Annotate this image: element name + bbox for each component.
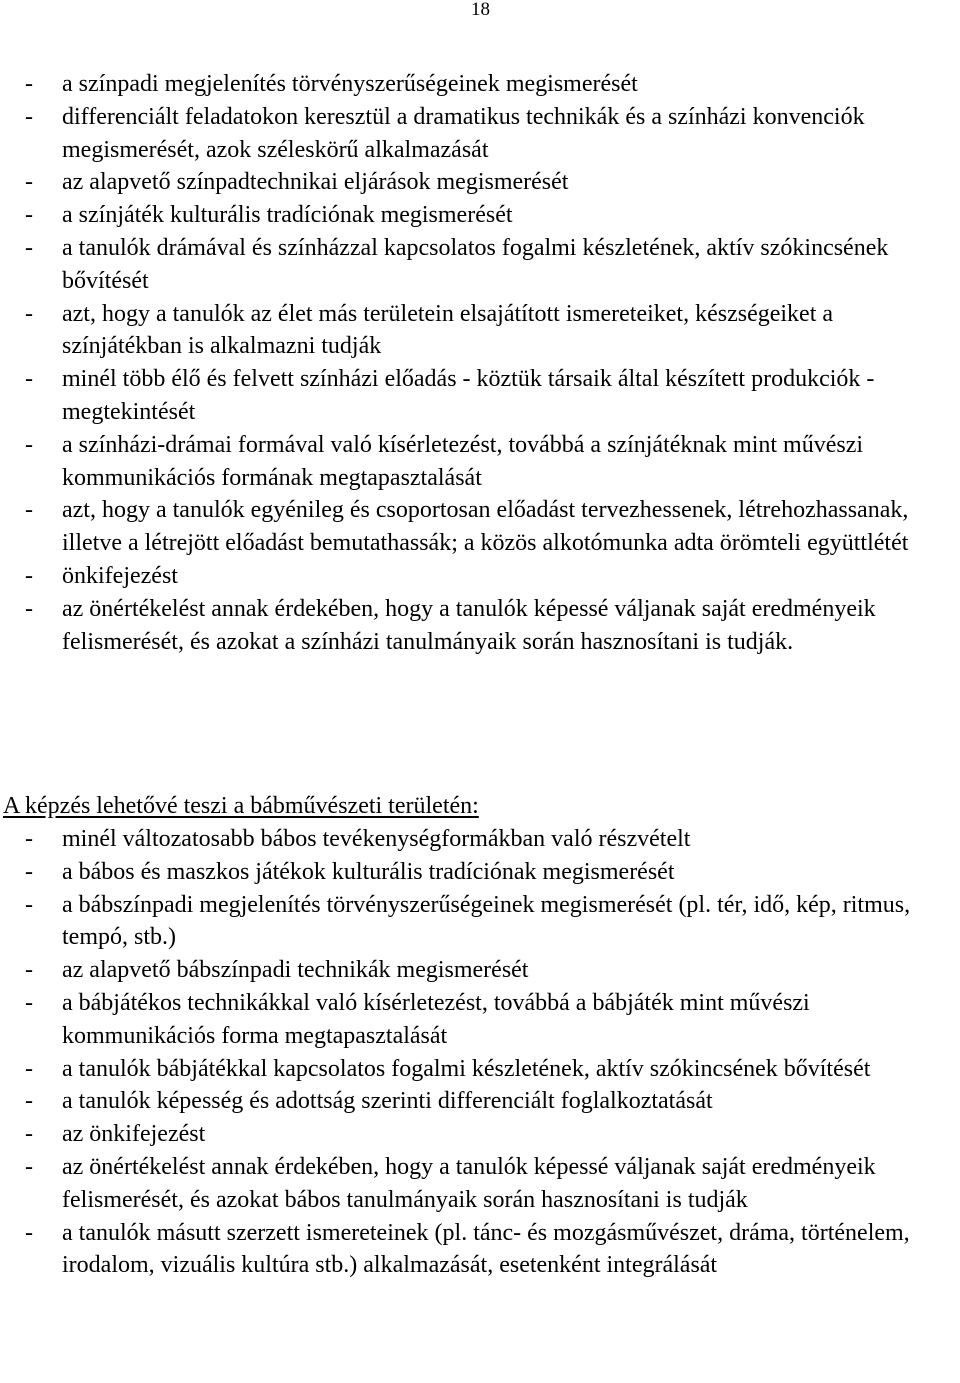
list-item-text: azt, hogy a tanulók az élet más területein elsajátított ismereteiket, készségeiket a színjátékban is alkalmazni tudják <box>62 300 834 360</box>
list-item <box>0 68 960 101</box>
list-dash: - <box>25 989 33 1016</box>
list-item <box>0 1118 960 1151</box>
list-dash: - <box>25 431 33 458</box>
list-dash: - <box>25 891 33 918</box>
list-item-text: az önkifejezést <box>62 1121 206 1148</box>
list-dash: - <box>25 234 33 261</box>
objectives-list-drama <box>0 68 960 658</box>
list-item <box>0 987 960 1053</box>
list-item-text: az önértékelést annak érdekében, hogy a tanulók képessé váljanak saját eredményeik felismerését, és azokat a színházi tanulmányaik során hasznosítani is tudják. <box>62 595 876 655</box>
list-dash: - <box>25 103 33 130</box>
list-item <box>0 856 960 889</box>
list-item <box>0 363 960 429</box>
list-item-text: az alapvető színpadtechnikai eljárások megismerését <box>62 169 569 196</box>
list-dash: - <box>25 1121 33 1148</box>
list-item-text: az alapvető bábszínpadi technikák megismerését <box>62 957 529 984</box>
list-item <box>0 166 960 199</box>
list-dash: - <box>25 497 33 524</box>
list-item <box>0 1151 960 1217</box>
list-dash: - <box>25 169 33 196</box>
list-item <box>0 889 960 955</box>
list-item <box>0 494 960 560</box>
list-item-text: a tanulók bábjátékkal kapcsolatos fogalmi készletének, aktív szókincsének bővítését <box>62 1055 871 1082</box>
list-dash: - <box>25 71 33 97</box>
list-item-text: a tanulók másutt szerzett ismereteinek (pl. tánc- és mozgásművészet, dráma, történelem, irodalom, vizuális kultúra stb.) alkalmazását, esetenként integrálását <box>62 1219 910 1279</box>
list-item <box>0 954 960 987</box>
list-item-text: minél több élő és felvett színházi előadás - köztük társaik által készített produkciók - megtekintését <box>62 366 875 425</box>
list-item-text: az önértékelést annak érdekében, hogy a tanulók képessé váljanak saját eredményeik felismerését, és azokat bábos tanulmányaik során hasznosítani is tudják <box>62 1153 876 1213</box>
list-item <box>0 232 960 298</box>
list-dash: - <box>25 1055 33 1082</box>
list-dash: - <box>25 562 33 589</box>
list-item-text: differenciált feladatokon keresztül a dramatikus technikák és a színházi konvenciók megismerését, azok széleskörű alkalmazását <box>62 103 865 163</box>
list-dash: - <box>25 1153 33 1180</box>
page-number: 18 <box>471 0 490 20</box>
list-item-text: önkifejezést <box>62 562 178 589</box>
list-item <box>0 1217 960 1283</box>
section-heading-puppetry: A képzés lehetővé teszi a bábművészeti területén: <box>3 793 479 819</box>
list-item-text: azt, hogy a tanulók egyénileg és csoportosan előadást tervezhessenek, létrehozhassanak, illetve a létrejött előadást bemutathassák; a közös alkotómunka adta örömteli együttlétét <box>62 497 909 557</box>
list-item-text: a bábos és maszkos játékok kulturális tradíciónak megismerését <box>62 858 675 885</box>
list-dash: - <box>25 957 33 984</box>
list-item <box>0 429 960 495</box>
list-dash: - <box>25 202 33 229</box>
list-item <box>0 560 960 593</box>
list-dash: - <box>25 1219 33 1246</box>
list-dash: - <box>25 300 33 327</box>
list-item <box>0 1053 960 1086</box>
list-dash: - <box>25 366 33 393</box>
list-item-text: a bábjátékos technikákkal való kísérletezést, továbbá a bábjáték mint művészi kommunikációs forma megtapasztalását <box>62 989 810 1049</box>
list-item-text: minél változatosabb bábos tevékenységformákban való részvételt <box>62 826 691 852</box>
list-item <box>0 823 960 856</box>
list-dash: - <box>25 858 33 885</box>
list-item-text: a színjáték kulturális tradíciónak megismerését <box>62 202 513 229</box>
list-dash: - <box>25 595 33 622</box>
list-item <box>0 298 960 364</box>
list-item-text: a színpadi megjelenítés törvényszerűségeinek megismerését <box>62 71 638 97</box>
list-item <box>0 593 960 659</box>
list-dash: - <box>25 1088 33 1115</box>
objectives-list-puppetry <box>0 823 960 1282</box>
list-dash: - <box>25 826 33 852</box>
list-item-text: a tanulók képesség és adottság szerinti differenciált foglalkoztatását <box>62 1088 713 1115</box>
list-item <box>0 1085 960 1118</box>
list-item-text: a színházi-drámai formával való kísérletezést, továbbá a színjátéknak mint művészi kommunikációs formának megtapasztalását <box>62 431 864 491</box>
list-item <box>0 199 960 232</box>
list-item <box>0 101 960 167</box>
list-item-text: a bábszínpadi megjelenítés törvényszerűségeinek megismerését (pl. tér, idő, kép, ritmus, tempó, stb.) <box>62 891 911 951</box>
list-item-text: a tanulók drámával és színházzal kapcsolatos fogalmi készletének, aktív szókincsének bővítését <box>62 234 889 294</box>
